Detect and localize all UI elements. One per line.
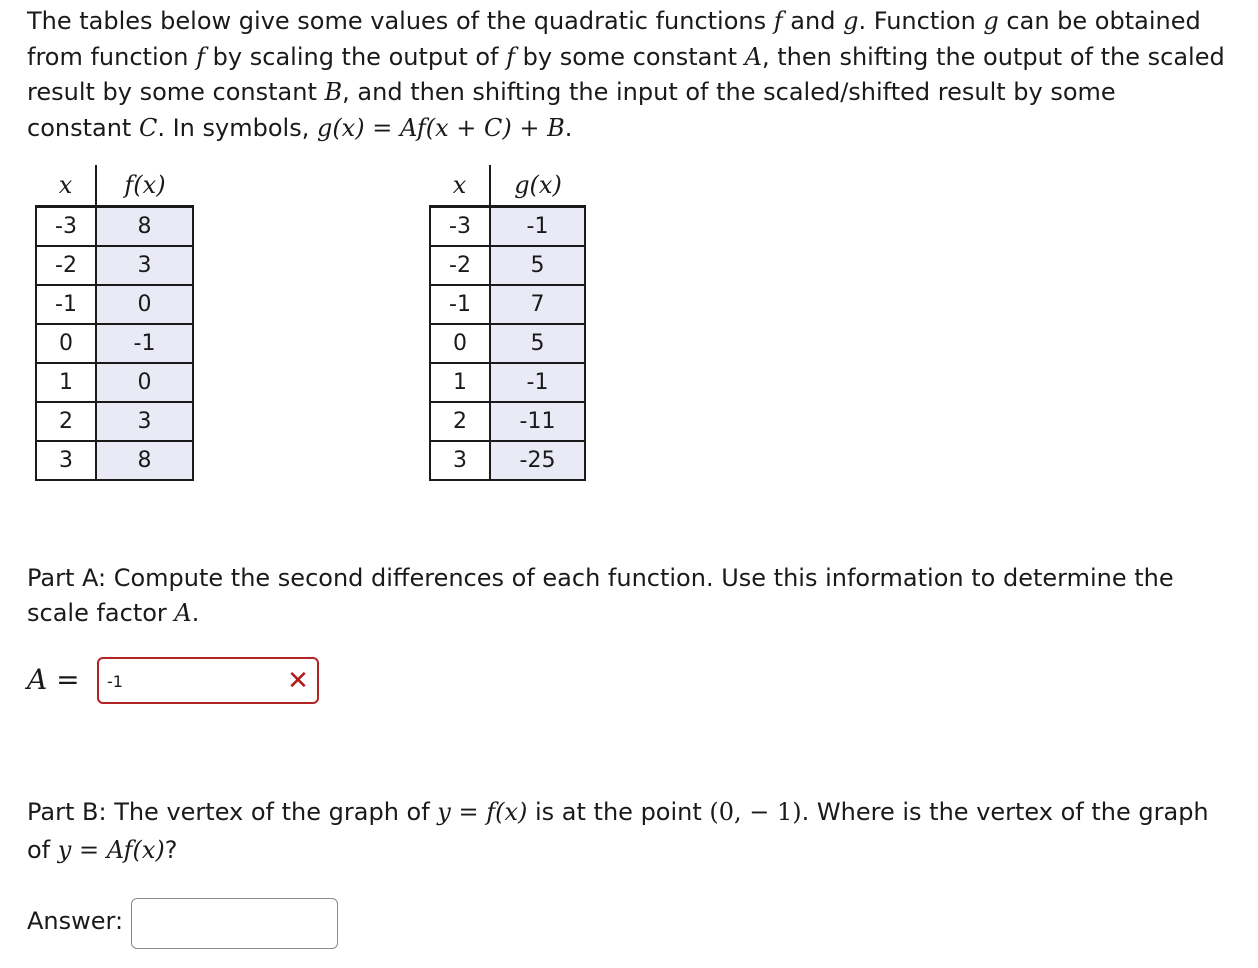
g-values-table xyxy=(429,165,586,481)
table-row xyxy=(36,285,193,324)
transformation-formula: g(x) = Af(x + C) + B xyxy=(316,113,565,142)
table-cell: -11 xyxy=(490,402,585,441)
table-cell: -3 xyxy=(36,207,96,247)
table-row xyxy=(36,207,193,247)
part-b-prompt: Part B: The vertex of the graph of y = f(x) is at the point (0, − 1). Where is the vertex of the graph of y = Af(x)? xyxy=(27,798,1209,864)
table-cell: 3 xyxy=(430,441,490,480)
table-cell: -1 xyxy=(490,363,585,402)
table-row xyxy=(36,324,193,363)
scale-factor-label: A = xyxy=(27,663,80,696)
incorrect-x-icon: ✕ xyxy=(287,666,309,696)
g-table-header-gx: g(x) xyxy=(490,165,585,207)
table-cell: 8 xyxy=(96,441,193,480)
table-cell: 8 xyxy=(96,207,193,247)
table-row xyxy=(36,246,193,285)
g-table-header-x: x xyxy=(430,165,490,207)
f-table-header-fx: f(x) xyxy=(96,165,193,207)
table-cell: 3 xyxy=(96,402,193,441)
table-cell: -1 xyxy=(490,207,585,247)
table-row xyxy=(36,441,193,480)
table-row xyxy=(430,363,585,402)
table-cell: -2 xyxy=(36,246,96,285)
table-cell: -3 xyxy=(430,207,490,247)
table-row xyxy=(36,363,193,402)
table-row xyxy=(430,402,585,441)
table-row xyxy=(36,402,193,441)
vertex-answer-label: Answer: xyxy=(27,907,124,935)
table-cell: -1 xyxy=(36,285,96,324)
problem-intro: The tables below give some values of the quadratic functions f and g. Function g can be obtained from function f by scaling the output of f by some constant A, then shifting the output of the scaled result by some constant B, and then shifting the input of the scaled/shifted result by some constant C. In symbols, g(x) = Af(x + C) + B. xyxy=(27,7,1225,142)
table-cell: 3 xyxy=(96,246,193,285)
table-cell: -1 xyxy=(96,324,193,363)
table-cell: 5 xyxy=(490,246,585,285)
table-cell: -1 xyxy=(430,285,490,324)
scale-factor-input[interactable] xyxy=(107,667,277,695)
table-cell: 3 xyxy=(36,441,96,480)
table-row xyxy=(430,207,585,247)
table-row xyxy=(430,324,585,363)
table-cell: 7 xyxy=(490,285,585,324)
table-cell: -25 xyxy=(490,441,585,480)
table-row xyxy=(430,246,585,285)
f-table-header-x: x xyxy=(36,165,96,207)
f-values-table xyxy=(35,165,194,481)
table-cell: 2 xyxy=(430,402,490,441)
table-cell: 1 xyxy=(430,363,490,402)
table-row xyxy=(430,285,585,324)
table-cell: -2 xyxy=(430,246,490,285)
part-a-prompt: Part A: Compute the second differences of each function. Use this information to determine the scale factor A. xyxy=(27,564,1174,627)
table-cell: 0 xyxy=(96,285,193,324)
table-cell: 0 xyxy=(430,324,490,363)
table-cell: 5 xyxy=(490,324,585,363)
table-cell: 2 xyxy=(36,402,96,441)
table-cell: 1 xyxy=(36,363,96,402)
vertex-answer-input[interactable] xyxy=(131,898,338,949)
scale-factor-answer-box[interactable] xyxy=(97,657,319,704)
table-cell: 0 xyxy=(96,363,193,402)
table-cell: 0 xyxy=(36,324,96,363)
table-row xyxy=(430,441,585,480)
